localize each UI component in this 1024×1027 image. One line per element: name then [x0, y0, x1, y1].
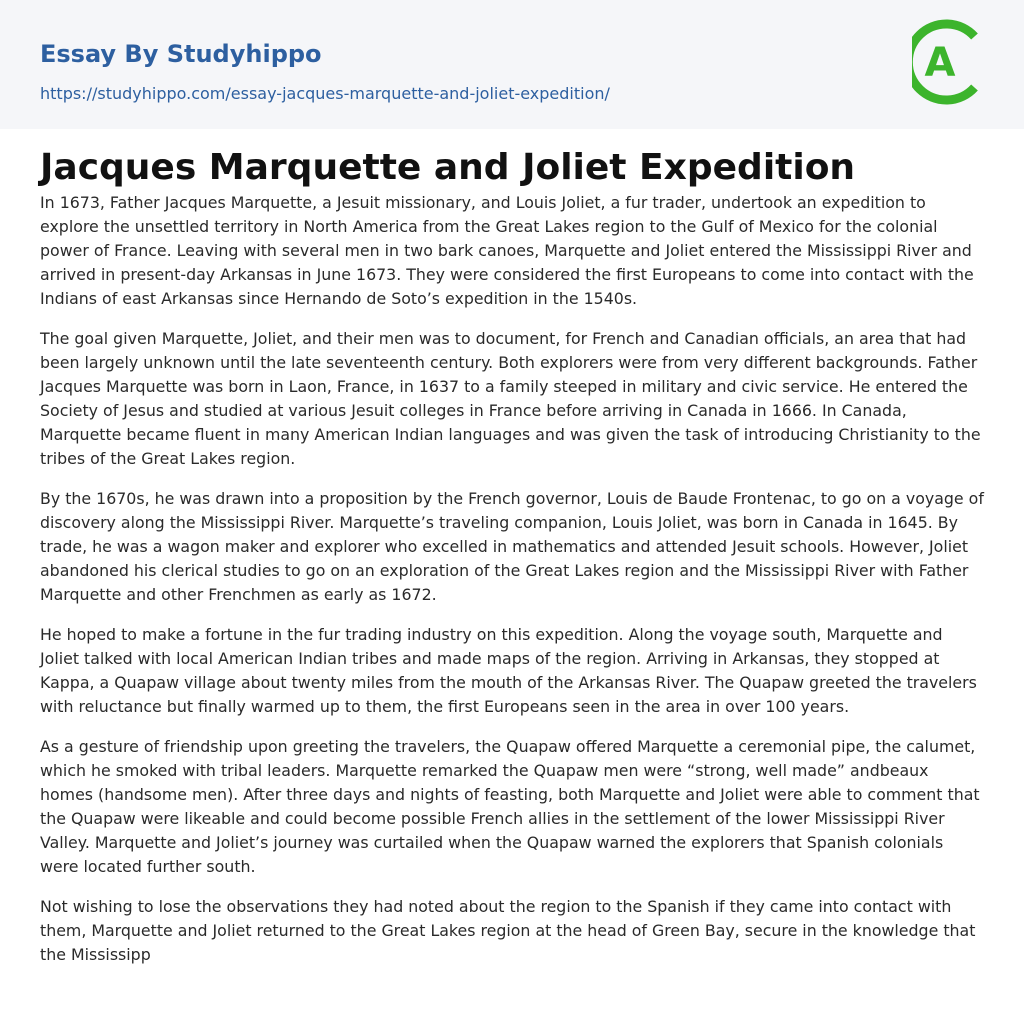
- paragraph-4: He hoped to make a fortune in the fur trading industry on this expedition. Along the voyage south, Marquette and Joliet talked with local American Indian tribes and made maps of the region. Arriving in Arkansas, they stopped at Kappa, a Quapaw village about twenty miles from the mouth of the Arkansas River. The Quapaw greeted the travelers with reluctance but finally warmed up to them, the first Europeans seen in the area in over 100 years.: [40, 625, 977, 716]
- logo-letter: A: [924, 40, 956, 86]
- page-title: Jacques Marquette and Joliet Expedition: [40, 147, 856, 188]
- site-brand[interactable]: Essay By Studyhippo: [40, 40, 322, 68]
- studyhippo-logo-icon[interactable]: [912, 18, 988, 106]
- paragraph-1: In 1673, Father Jacques Marquette, a Jesuit missionary, and Louis Joliet, a fur trader, undertook an expedition to explore the unsettled territory in North America from the Great Lakes region to the Gulf of Mexico for the colonial power of France. Leaving with several men in two bark canoes, Marquette and Joliet entered the Mississippi River and arrived in present-day Arkansas in June 1673. They were considered the first Europeans to come into contact with the Indians of east Arkansas since Hernando de Soto’s expedition in the 1540s.: [40, 193, 974, 308]
- article-body: [0, 129, 1024, 967]
- site-header: [0, 0, 1024, 129]
- paragraph-2: The goal given Marquette, Joliet, and their men was to document, for French and Canadian officials, an area that had been largely unknown until the late seventeenth century. Both explorers were from very different backgrounds. Father Jacques Marquette was born in Laon, France, in 1637 to a family steeped in military and civic service. He entered the Society of Jesus and studied at various Jesuit colleges in France before arriving in Canada in 1666. In Canada, Marquette became fluent in many American Indian languages and was given the task of introducing Christianity to the tribes of the Great Lakes region.: [40, 329, 981, 468]
- paragraph-5: As a gesture of friendship upon greeting the travelers, the Quapaw offered Marquette a ceremonial pipe, the calumet, which he smoked with tribal leaders. Marquette remarked the Quapaw men were “strong, well made” andbeaux homes (handsome men). After three days and nights of feasting, both Marquette and Joliet were able to comment that the Quapaw were likeable and could become possible French allies in the settlement of the lower Mississippi River Valley. Marquette and Joliet’s journey was curtailed when the Quapaw warned the explorers that Spanish colonials were located further south.: [40, 737, 980, 876]
- essay-url-link[interactable]: https://studyhippo.com/essay-jacques-marquette-and-joliet-expedition/: [40, 84, 610, 103]
- paragraph-3: By the 1670s, he was drawn into a proposition by the French governor, Louis de Baude Frontenac, to go on a voyage of discovery along the Mississippi River. Marquette’s traveling companion, Louis Joliet, was born in Canada in 1645. By trade, he was a wagon maker and explorer who excelled in mathematics and attended Jesuit schools. However, Joliet abandoned his clerical studies to go on an exploration of the Great Lakes region and the Mississippi River with Father Marquette and other Frenchmen as early as 1672.: [40, 489, 984, 604]
- paragraph-6: Not wishing to lose the observations they had noted about the region to the Spanish if they came into contact with them, Marquette and Joliet returned to the Great Lakes region at the head of Green Bay, secure in the knowledge that the Mississipp: [40, 897, 976, 964]
